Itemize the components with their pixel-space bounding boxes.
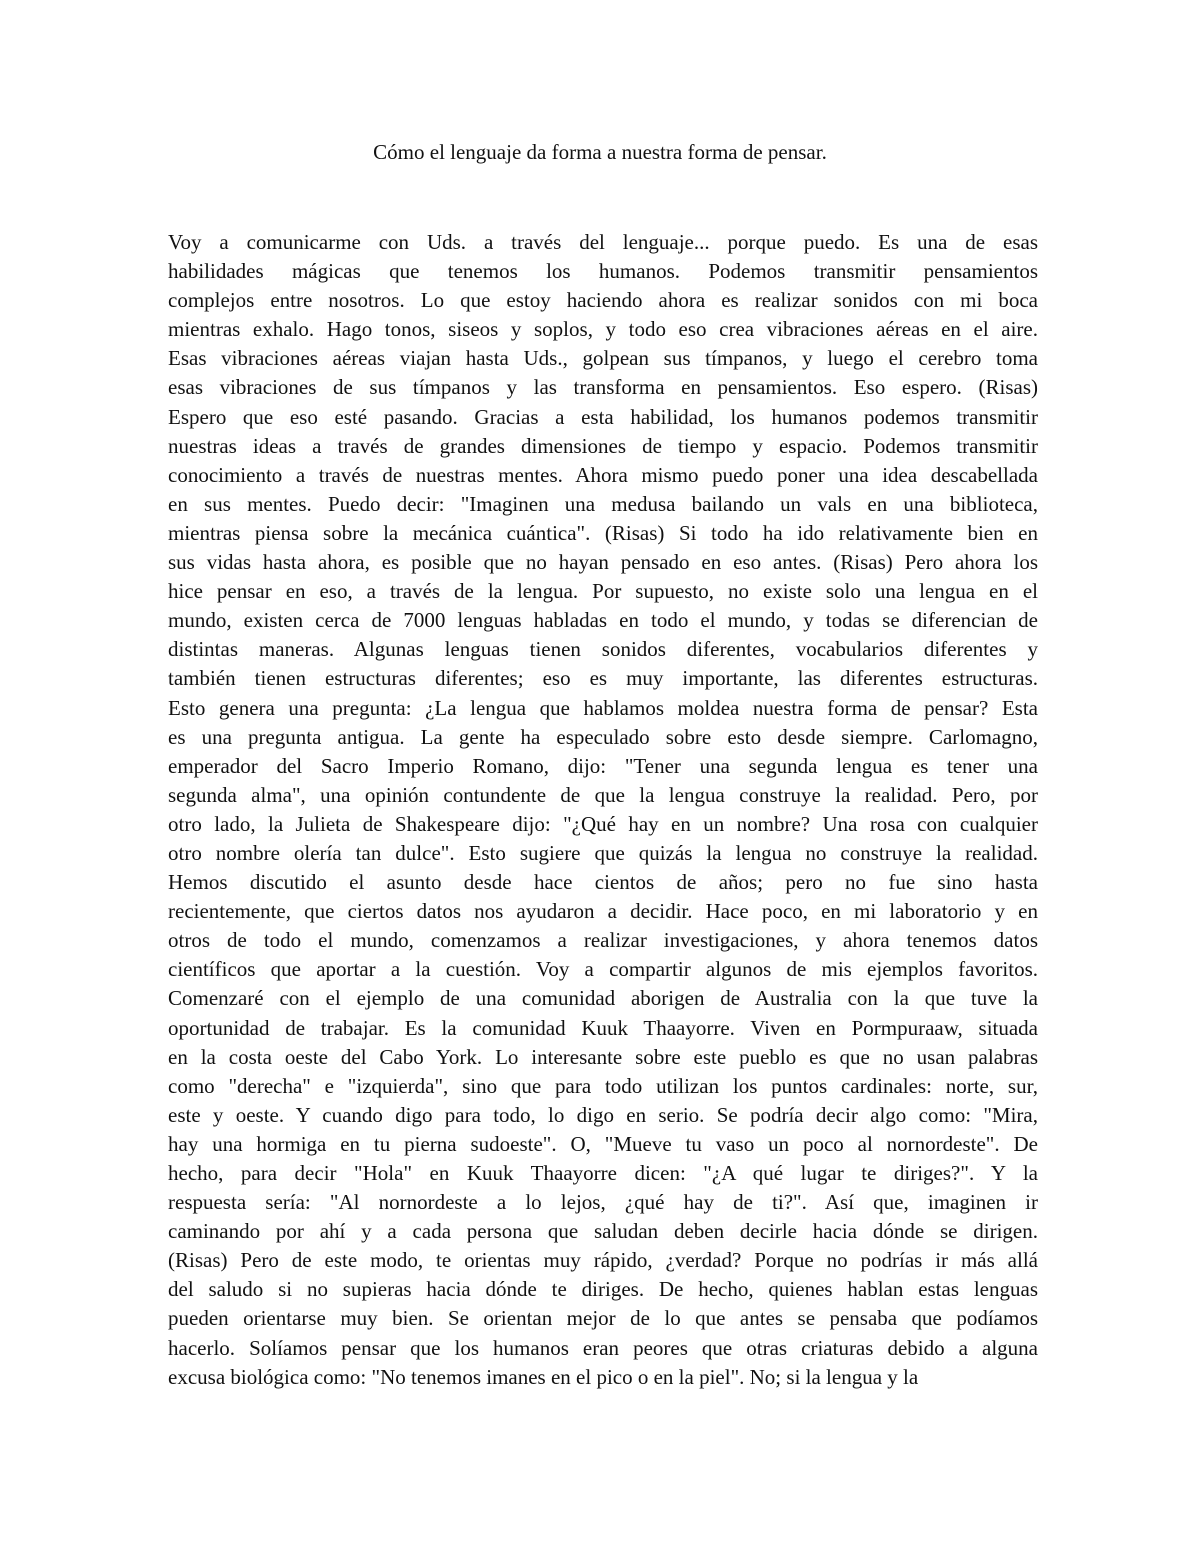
- body-line: Esas vibraciones aéreas viajan hasta Uds., golpean sus tímpanos, y luego el cerebro toma: [168, 346, 1038, 371]
- body-line: segunda alma", una opinión contundente de que la lengua construye la realidad. Pero, por: [168, 782, 1038, 807]
- body-line: del saludo si no supieras hacia dónde te diriges. De hecho, quienes hablan estas lenguas: [168, 1277, 1038, 1302]
- body-line: recientemente, que ciertos datos nos ayudaron a decidir. Hace poco, en mi laboratorio y en: [168, 899, 1038, 924]
- body-line: otro nombre olería tan dulce". Esto sugiere que quizás la lengua no construye la realidad.: [168, 840, 1038, 865]
- body-line: sus vidas hasta ahora, es posible que no hayan pensado en eso antes. (Risas) Pero ahora los: [168, 550, 1038, 575]
- body-line: caminando por ahí y a cada persona que saludan deben decirle hacia dónde se dirigen.: [168, 1219, 1038, 1244]
- body-line: complejos entre nosotros. Lo que estoy haciendo ahora es realizar sonidos con mi boca: [168, 288, 1038, 313]
- body-line: como "derecha" e "izquierda", sino que para todo utilizan los puntos cardinales: norte, sur,: [168, 1073, 1038, 1098]
- body-line: (Risas) Pero de este modo, te orientas muy rápido, ¿verdad? Porque no podrías ir más allá: [168, 1248, 1038, 1273]
- document-title: Cómo el lenguaje da forma a nuestra forma de pensar.: [373, 140, 827, 164]
- body-line: este y oeste. Y cuando digo para todo, lo digo en serio. Se podría decir algo como: "Mira,: [168, 1102, 1038, 1127]
- body-line: hecho, para decir "Hola" en Kuuk Thaayorre dicen: "¿A qué lugar te diriges?". Y la: [168, 1161, 1038, 1185]
- body-line: hice pensar en eso, a través de la lengua. Por supuesto, no existe solo una lengua en el: [168, 579, 1038, 604]
- body-line: mundo, existen cerca de 7000 lenguas habladas en todo el mundo, y todas se diferencian de: [168, 608, 1038, 633]
- body-line: nuestras ideas a través de grandes dimensiones de tiempo y espacio. Podemos transmitir: [168, 433, 1038, 458]
- body-line: en sus mentes. Puedo decir: "Imaginen una medusa bailando un vals en una biblioteca,: [168, 491, 1038, 516]
- body-line: Comenzaré con el ejemplo de una comunidad aborigen de Australia con la que tuve la: [168, 986, 1038, 1011]
- body-line: excusa biológica como: "No tenemos imanes en el pico o en la piel". No; si la lengua y la: [168, 1364, 919, 1389]
- body-line: conocimiento a través de nuestras mentes. Ahora mismo puedo poner una idea descabellada: [168, 462, 1038, 487]
- body-line: pueden orientarse muy bien. Se orientan mejor de lo que antes se pensaba que podíamos: [168, 1306, 1038, 1331]
- body-line: hay una hormiga en tu pierna sudoeste". O, "Mueve tu vaso un poco al nornordeste". De: [168, 1131, 1038, 1156]
- body-line: Hemos discutido el asunto desde hace cientos de años; pero no fue sino hasta: [168, 870, 1038, 895]
- body-line: es una pregunta antigua. La gente ha especulado sobre esto desde siempre. Carlomagno,: [168, 724, 1038, 749]
- body-line: hacerlo. Solíamos pensar que los humanos eran peores que otras criaturas debido a alguna: [168, 1335, 1038, 1360]
- body-line: emperador del Sacro Imperio Romano, dijo: "Tener una segunda lengua es tener una: [168, 753, 1038, 778]
- body-line: oportunidad de trabajar. Es la comunidad Kuuk Thaayorre. Viven en Pormpuraaw, situada: [168, 1015, 1038, 1040]
- body-line: también tienen estructuras diferentes; eso es muy importante, las diferentes estructuras.: [168, 666, 1038, 691]
- body-line: esas vibraciones de sus tímpanos y las transforma en pensamientos. Eso espero. (Risas): [168, 375, 1038, 400]
- body-line: en la costa oeste del Cabo York. Lo interesante sobre este pueblo es que no usan palabras: [168, 1044, 1038, 1069]
- body-line: Espero que eso esté pasando. Gracias a esta habilidad, los humanos podemos transmitir: [168, 404, 1038, 429]
- body-line: otro lado, la Julieta de Shakespeare dijo: "¿Qué hay en un nombre? Una rosa con cualquier: [168, 811, 1038, 836]
- body-line: mientras exhalo. Hago tonos, siseos y soplos, y todo eso crea vibraciones aéreas en el aire.: [168, 317, 1038, 342]
- body-line: mientras piensa sobre la mecánica cuántica". (Risas) Si todo ha ido relativamente bien en: [168, 520, 1038, 545]
- body-line: Esto genera una pregunta: ¿La lengua que hablamos moldea nuestra forma de pensar? Esta: [168, 695, 1038, 720]
- document-body: [168, 228, 1038, 1392]
- body-line: científicos que aportar a la cuestión. Voy a compartir algunos de mis ejemplos favoritos.: [168, 957, 1038, 982]
- body-line: habilidades mágicas que tenemos los humanos. Podemos transmitir pensamientos: [168, 259, 1038, 284]
- body-line: distintas maneras. Algunas lenguas tienen sonidos diferentes, vocabularios diferentes y: [168, 637, 1038, 662]
- body-line: Voy a comunicarme con Uds. a través del lenguaje... porque puedo. Es una de esas: [168, 230, 1038, 254]
- body-line: respuesta sería: "Al nornordeste a lo lejos, ¿qué hay de ti?". Así que, imaginen ir: [168, 1190, 1038, 1215]
- body-line: otros de todo el mundo, comenzamos a realizar investigaciones, y ahora tenemos datos: [168, 928, 1038, 953]
